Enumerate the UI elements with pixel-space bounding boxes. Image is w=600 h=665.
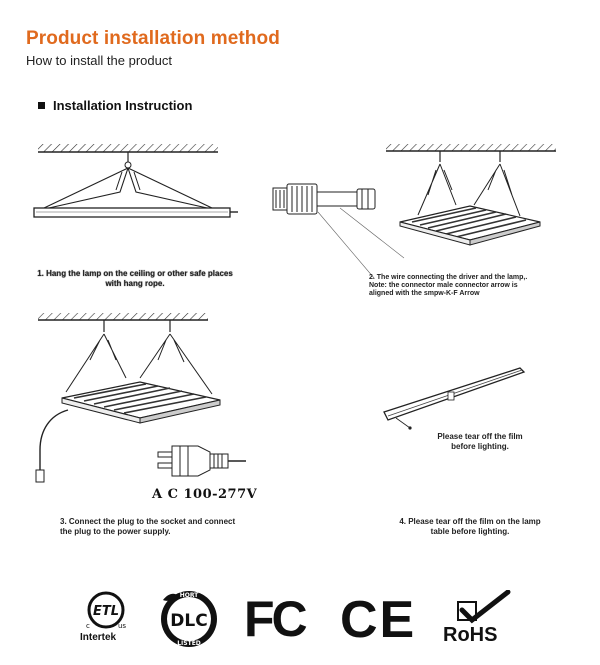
ceiling-hatch-3: [38, 313, 208, 320]
section-heading-text: Installation Instruction: [53, 98, 193, 113]
dlc-ring-top: HORT: [179, 592, 199, 599]
step2-caption-line1: 2. The wire connecting the driver and the lamp,.: [369, 274, 528, 281]
power-plug: [158, 446, 246, 476]
step1-illustration: [34, 144, 238, 217]
dlc-logo-icon: [155, 588, 223, 650]
page-title: Product installation method: [26, 28, 280, 49]
intertek-label: Intertek: [80, 632, 117, 643]
step4-caption: 4. Please tear off the film on the lamp table before lighting.: [399, 517, 541, 536]
step3-caption: 3. Connect the plug to the socket and connect the plug to the power supply.: [60, 517, 236, 536]
ceiling-hatch-1: [38, 144, 218, 152]
page-subtitle: How to install the product: [26, 53, 172, 68]
step4-illustration: [384, 368, 524, 430]
dlc-mark: DLC: [170, 611, 208, 631]
step2-caption: [369, 274, 579, 298]
step4-callout: Please tear off the film before lighting.: [437, 432, 523, 451]
step2-caption-line3: aligned with the smpw-K-F Arrow: [369, 290, 480, 297]
fcc-logo: FC: [244, 591, 305, 647]
voltage-label: A C 100-277V: [152, 487, 258, 502]
rohs-label: RoHS: [443, 624, 498, 646]
etl-us: us: [118, 622, 127, 630]
etl-logo-icon: [84, 590, 128, 630]
step2-illustration: [273, 144, 556, 278]
lamp-bar: [34, 208, 230, 217]
step3-illustration: [36, 313, 246, 482]
step2-caption-line2: Note: the connector male connector arrow is: [369, 282, 518, 289]
step1-caption: 1. Hang the lamp on the ceiling or other safe places with hang rope.: [37, 269, 233, 288]
connector-plug: [273, 184, 375, 214]
etl-mark: ETL: [92, 604, 120, 619]
ce-logo: CE: [340, 591, 417, 649]
ceiling-hatch-2: [386, 144, 556, 151]
rohs-check-icon: [456, 590, 516, 624]
dlc-ring-bottom: LISTED: [177, 640, 201, 647]
etl-c: c: [86, 622, 90, 630]
